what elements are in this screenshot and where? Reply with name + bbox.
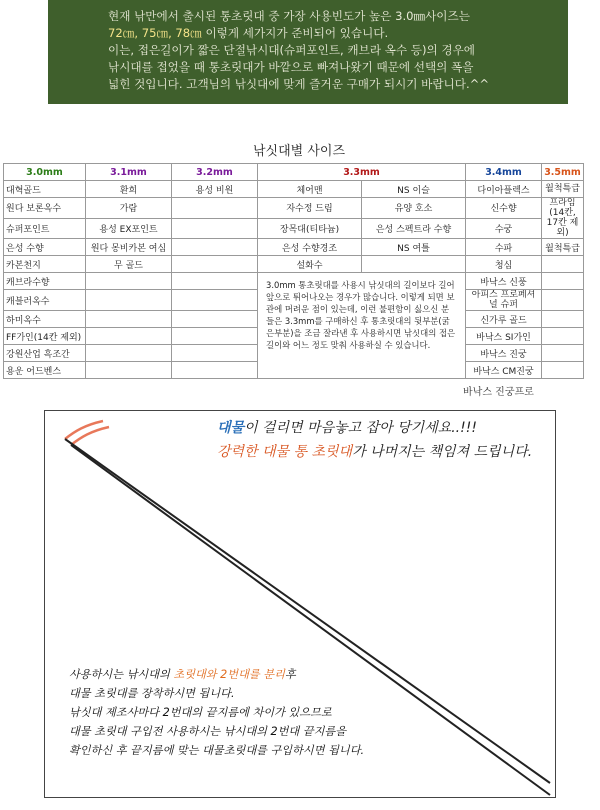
cell xyxy=(172,328,258,345)
cell: 바낙스 SI가인 xyxy=(466,328,542,345)
extra-model-label: 바낙스 진궁프로 xyxy=(463,387,534,398)
cell: 용성 EX포인트 xyxy=(86,218,172,239)
cell: 바낙스 신풍 xyxy=(466,273,542,290)
headline-2-rest: 가 나머지는 책임져 드립니다. xyxy=(352,444,533,460)
cell xyxy=(542,311,584,328)
cell: 프라임(14칸, 17칸 제외) xyxy=(542,198,584,239)
banner-line-4: 낚시대를 접었을 때 통초릿대가 바깥으로 빠져나왔기 때문에 선택의 폭을 xyxy=(108,60,474,74)
header-3-3: 3.3mm xyxy=(258,164,466,181)
size-table-title: 낚싯대별 사이즈 xyxy=(252,144,346,159)
cell xyxy=(86,362,172,379)
cell xyxy=(542,362,584,379)
header-3-4: 3.4mm xyxy=(466,164,542,181)
cell: 다이아플렉스 xyxy=(466,181,542,198)
cell: 하미옥수 xyxy=(4,311,86,328)
headline-1-highlight: 대물 xyxy=(217,420,245,436)
cell: 은성 수향경조 xyxy=(258,239,362,256)
usage-instructions xyxy=(69,665,364,760)
cell xyxy=(86,328,172,345)
cell: 캐블러옥수 xyxy=(4,290,86,311)
cell xyxy=(542,290,584,311)
cell: 은성 수향 xyxy=(4,239,86,256)
usage-line-3: 낚싯대 제조사마다 2번대의 끝지름에 차이가 있으므로 xyxy=(69,706,332,719)
cell: 자수정 드림 xyxy=(258,198,362,219)
usage-line-1 xyxy=(69,665,364,684)
headline-1-rest: 이 걸리면 마음놓고 잡아 당기세요..!!! xyxy=(244,420,477,436)
cell: NS 이슬 xyxy=(362,181,466,198)
cell: 캐브라수향 xyxy=(4,273,86,290)
banner-line-3: 이는, 접은길이가 짧은 단절낚시대(슈퍼포인트, 캐브라 옥수 등)의 경우에 xyxy=(108,43,476,57)
banner-line-2-rest: 이렇게 세가지가 준비되어 있습니다. xyxy=(201,26,389,40)
cell: 신가루 골드 xyxy=(466,311,542,328)
table-row xyxy=(4,198,584,219)
cell: 무 골드 xyxy=(86,256,172,273)
cell xyxy=(542,256,584,273)
cell: 원다 보론옥수 xyxy=(4,198,86,219)
usage-line-1b: 초릿대와 2번대를 분리 xyxy=(173,668,285,681)
cell: 장목대(티타늄) xyxy=(258,218,362,239)
usage-line-1c: 후 xyxy=(284,668,296,681)
table-row xyxy=(4,273,584,290)
headline-1 xyxy=(217,417,477,437)
usage-line-5: 확인하신 후 끝지름에 맞는 대물초릿대를 구입하시면 됩니다. xyxy=(69,744,365,757)
cell xyxy=(172,273,258,290)
cell: 신수향 xyxy=(466,198,542,219)
cell xyxy=(172,256,258,273)
headline-2 xyxy=(217,441,532,461)
cell xyxy=(172,239,258,256)
cell xyxy=(86,345,172,362)
info-banner xyxy=(48,0,568,104)
cell xyxy=(542,345,584,362)
cell xyxy=(362,256,466,273)
cell: 용성 비원 xyxy=(172,181,258,198)
banner-line-2 xyxy=(108,25,550,42)
cell: 가람 xyxy=(86,198,172,219)
cell: 카본천지 xyxy=(4,256,86,273)
banner-line-5: 넓힌 것입니다. 고객님의 낚싯대에 맞게 즐거운 구매가 되시기 바랍니다.^^ xyxy=(108,77,490,91)
cell: 용운 어드벤스 xyxy=(4,362,86,379)
cell: 월척특급 xyxy=(542,181,584,198)
product-photo xyxy=(44,410,556,798)
cell xyxy=(542,273,584,290)
table-row xyxy=(4,181,584,198)
cell xyxy=(172,345,258,362)
table-row xyxy=(4,256,584,273)
usage-line-1a: 사용하시는 낚시대의 xyxy=(69,668,174,681)
size-table xyxy=(3,163,584,379)
headline-2-highlight: 강력한 대물 통 초릿대 xyxy=(217,444,353,460)
cell: 수궁 xyxy=(466,218,542,239)
cell: 설화수 xyxy=(258,256,362,273)
cell: 바낙스 진궁 xyxy=(466,345,542,362)
cell xyxy=(172,218,258,239)
cell: 수파 xyxy=(466,239,542,256)
cell: 대혁골드 xyxy=(4,181,86,198)
cell: 월척특급 xyxy=(542,239,584,256)
cell: 유양 호소 xyxy=(362,198,466,219)
cell: 바낙스 CM진궁 xyxy=(466,362,542,379)
cell xyxy=(172,290,258,311)
cell: 강원산업 흑조간 xyxy=(4,345,86,362)
cell xyxy=(172,362,258,379)
cell: 슈퍼포인트 xyxy=(4,218,86,239)
cell xyxy=(172,311,258,328)
usage-line-4: 대물 초릿대 구입전 사용하시는 낚시대의 2번대 끝지름을 xyxy=(69,725,347,738)
table-row xyxy=(4,239,584,256)
usage-line-2: 대물 초릿대를 장착하시면 됩니다. xyxy=(69,687,235,700)
cell: 청심 xyxy=(466,256,542,273)
banner-line-1: 현재 낚만에서 출시된 통초릿대 중 가장 사용빈도가 높은 3.0㎜사이즈는 xyxy=(108,9,470,23)
table-header-row xyxy=(4,164,584,181)
cell xyxy=(86,290,172,311)
cell: FF가인(14칸 제외) xyxy=(4,328,86,345)
cell xyxy=(86,273,172,290)
cell: 은성 스펙트라 수향 xyxy=(362,218,466,239)
cell: 아피스 프로페셔널 슈퍼 xyxy=(466,290,542,311)
cell: 원다 몽비카본 여심 xyxy=(86,239,172,256)
cell xyxy=(172,198,258,219)
table-row xyxy=(4,218,584,239)
cell: 체어맨 xyxy=(258,181,362,198)
header-3-5: 3.5mm xyxy=(542,164,584,181)
cell: 환희 xyxy=(86,181,172,198)
size-note: 3.0mm 통초릿대를 사용시 낚싯대의 길이보다 길어 앞으로 튀어나오는 경우가 많습니다. 이렇게 되면 보관에 머려운 점이 있는데, 이런 불편함이 싫으신 분들은 3.3mm를 구매하신 후 통초릿대의 뒷부분(굵은부분)을 조금 잘라낸 후 사용하시면 낚싯대의 접은길이와 어느 정도 맞춰 사용하실 수 있습니다. xyxy=(258,273,466,379)
cell xyxy=(542,328,584,345)
cell: NS 여틀 xyxy=(362,239,466,256)
cell xyxy=(86,311,172,328)
header-3-1: 3.1mm xyxy=(86,164,172,181)
banner-sizes: 72㎝, 75㎝, 78㎝ xyxy=(108,26,202,40)
header-3-2: 3.2mm xyxy=(172,164,258,181)
header-3-0: 3.0mm xyxy=(4,164,86,181)
